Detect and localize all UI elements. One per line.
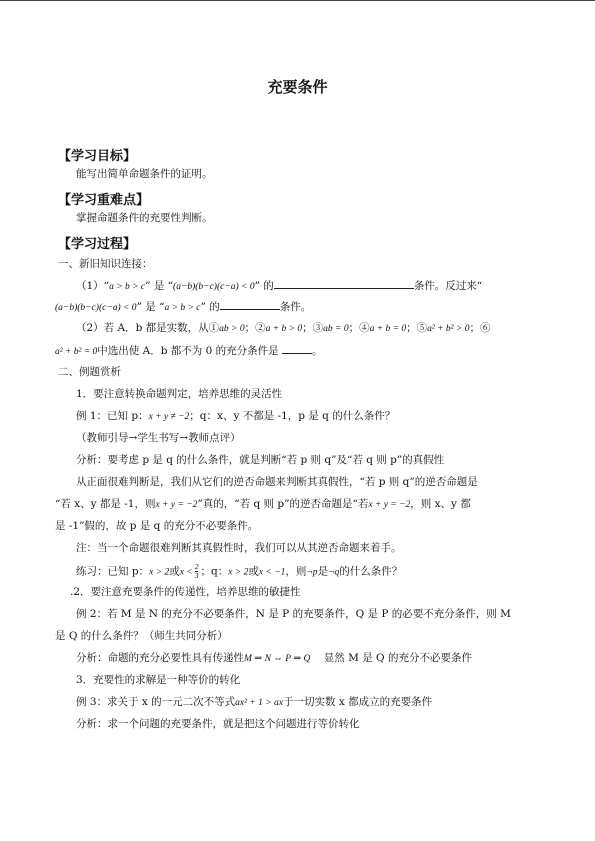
analysis2 bbox=[76, 651, 472, 666]
section2-title: .2．要注意充要条件的传递性，培养思维的敏捷性 bbox=[70, 586, 301, 598]
analysis1-line1: 从正面很难判断是，我们从它们的逆否命题来判断其真假性，“若 p 则 q”的逆否命题是 bbox=[76, 476, 478, 488]
q1-text: ” 是 “ bbox=[136, 301, 165, 313]
formula: a² + b² > 0 bbox=[427, 324, 470, 334]
process-heading: 【学习过程】 bbox=[58, 237, 137, 252]
q2-text: ；④ bbox=[348, 322, 370, 334]
example2-line2: 是 Q 的什么条件？（师生共同分析） bbox=[55, 630, 228, 642]
formula: (a−b)(b−c)(c−a) < 0 bbox=[55, 303, 137, 313]
q1-text: （1）“ bbox=[76, 280, 110, 292]
analysis-text: 显然 M 是 Q 的充分不必要条件 bbox=[323, 652, 472, 664]
q2-text: ；③ bbox=[302, 322, 324, 334]
q1-line1 bbox=[76, 278, 482, 294]
formula: x + y ≠ −2 bbox=[148, 412, 190, 422]
formula: x > 2 bbox=[149, 567, 170, 578]
answer-blank[interactable] bbox=[274, 278, 414, 289]
formula: ab = 0 bbox=[323, 324, 349, 334]
example-text: ；q：x、y 不都是 -1，p 是 q 的什么条件？ bbox=[189, 410, 396, 422]
example-text: 于一切实数 x 都成立的充要条件 bbox=[282, 696, 433, 708]
formula: a + b > 0 bbox=[265, 324, 303, 334]
q2-text: ；⑤ bbox=[406, 322, 428, 334]
formula: M ⇒ N ⇔ P ⇒ Q bbox=[244, 654, 311, 664]
formula: x > 2 bbox=[228, 567, 249, 578]
practice-text: 的什么条件？ bbox=[339, 565, 403, 578]
goal-heading: 【学习目标】 bbox=[58, 149, 137, 164]
formula: ax² + 1 > ax bbox=[235, 698, 283, 708]
section3-title: 3．充要性的求解是一种等价的转化 bbox=[76, 674, 241, 686]
analysis1-line3: 是 -1”假的，故 p 是 q 的充分不必要条件。 bbox=[55, 520, 259, 532]
q2-text: （2）若 A．b 都是实数，从① bbox=[76, 322, 220, 334]
answer-blank[interactable] bbox=[220, 299, 280, 310]
key-points-text: 掌握命题条件的充要性判断。 bbox=[76, 212, 213, 224]
example-text: 例 1：已知 p： bbox=[76, 410, 149, 422]
analysis-text: 分析：命题的充分必要性具有传递性 bbox=[76, 652, 244, 664]
goal-text: 能写出简单命题条件的证明。 bbox=[76, 168, 213, 180]
formula: ab > 0 bbox=[219, 324, 245, 334]
q1-text: ” 的 bbox=[200, 301, 220, 313]
formula: (a−b)(b−c)(c−a) < 0 bbox=[173, 282, 255, 292]
part2-heading: 二、例题赏析 bbox=[58, 366, 121, 378]
analysis-text: ，则 x、y 都 bbox=[410, 498, 471, 510]
page-title: 充要条件 bbox=[267, 78, 328, 96]
fraction bbox=[195, 563, 199, 580]
analysis-text: ”真的，“若 q 则 p”的逆否命题是“若 bbox=[197, 498, 369, 510]
practice bbox=[76, 563, 402, 580]
practice-text: 练习：已知 p： bbox=[76, 565, 150, 578]
practice-text: 或 bbox=[169, 565, 180, 578]
note: 注：当一个命题很难判断其真假性时，我们可以从其逆否命题来着手。 bbox=[76, 542, 402, 554]
q2-text: ；② bbox=[244, 322, 266, 334]
q2-line1 bbox=[76, 321, 490, 336]
q2-text: 中选出使 A．b 都不为 0 的充分条件是 bbox=[97, 345, 279, 357]
analysis1-line2 bbox=[55, 497, 471, 512]
answer-blank[interactable] bbox=[282, 343, 312, 354]
fraction-denominator: 3 bbox=[194, 571, 199, 580]
q1-text: 条件。 bbox=[279, 301, 312, 313]
formula: a > b > c bbox=[109, 282, 146, 292]
example2-line1: 例 2：若 M 是 N 的充分不必要条件，N 是 P 的充要条件，Q 是 P 的必要不充分条件，则 M bbox=[76, 608, 511, 620]
q1-text: ” 的 bbox=[254, 280, 274, 292]
formula: x < −1 bbox=[258, 567, 286, 578]
example1 bbox=[76, 409, 395, 424]
example-text: 例 3：求关于 x 的一元二次不等式 bbox=[76, 696, 236, 708]
formula: a > b > c bbox=[164, 303, 201, 313]
example1-note: （教师引导→学生书写→教师点评） bbox=[76, 432, 241, 444]
formula: ¬q bbox=[328, 567, 340, 578]
formula: a + b = 0 bbox=[369, 324, 407, 334]
fraction-numerator: 2 bbox=[194, 562, 199, 571]
analysis-text: “若 x、y 都是 -1，则 bbox=[55, 498, 156, 510]
formula: x + y = −2 bbox=[368, 500, 411, 510]
q1-text: 条件。反过来“ bbox=[413, 280, 483, 292]
practice-text: 或 bbox=[248, 565, 259, 578]
part1-heading: 一、新旧知识连接： bbox=[58, 258, 153, 270]
formula: a² + b² = 0 bbox=[55, 347, 98, 357]
section1-title: 1．要注意转换命题判定，培养思维的灵活性 bbox=[76, 388, 283, 400]
q2-text: ；⑥ bbox=[469, 322, 491, 334]
practice-text: 是 bbox=[317, 565, 329, 578]
example3 bbox=[76, 695, 432, 710]
practice-text: ，则 bbox=[285, 565, 307, 578]
q2-text: 。 bbox=[311, 345, 323, 357]
formula: ¬p bbox=[306, 567, 318, 578]
analysis3: 分析：求一个问题的充要条件，就是把这个问题进行等价转化 bbox=[76, 718, 360, 730]
q1-line2 bbox=[55, 299, 311, 315]
q2-line2 bbox=[55, 343, 322, 359]
key-points-heading: 【学习重难点】 bbox=[58, 193, 150, 208]
formula: x < bbox=[179, 567, 193, 578]
practice-text: ；q： bbox=[200, 565, 229, 578]
formula: x + y = −2 bbox=[155, 500, 198, 510]
q1-text: ” 是 “ bbox=[145, 280, 174, 292]
analysis1: 分析：要考虑 p 是 q 的什么条件，就是判断“若 p 则 q”及“若 q 则 p”的真假性 bbox=[76, 454, 445, 466]
